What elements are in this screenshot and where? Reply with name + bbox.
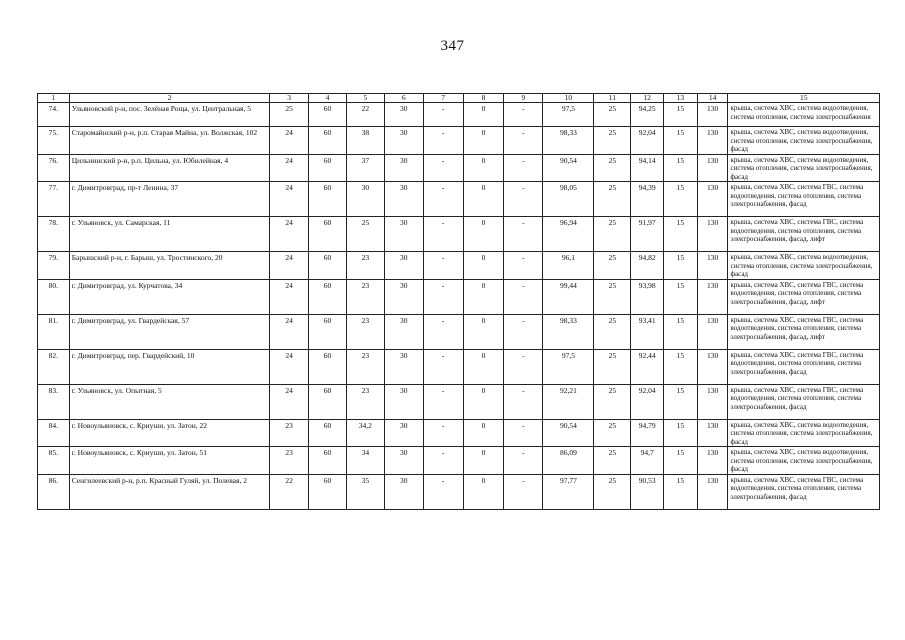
value-cell: 90,54 — [543, 154, 594, 182]
column-number: 5 — [346, 94, 384, 103]
value-cell: - — [504, 154, 543, 182]
table-row — [38, 384, 880, 419]
value-cell: - — [423, 419, 463, 447]
address-cell: Ульяновский р-н, пос. Зелёная Роща, ул. Центральная, 5 — [69, 103, 270, 127]
value-cell: - — [504, 182, 543, 217]
works-cell: крыша, система ХВС, система ГВС, система водоотведения, система отопления, система электроснабжения, фасад, лифт — [728, 314, 880, 349]
value-cell: 22 — [346, 103, 384, 127]
value-cell: 30 — [384, 217, 423, 252]
value-cell: 23 — [346, 384, 384, 419]
value-cell: 92,21 — [543, 384, 594, 419]
value-cell: 0 — [463, 474, 504, 509]
value-cell: 30 — [384, 447, 423, 475]
row-number: 85. — [38, 447, 70, 475]
value-cell: 24 — [270, 349, 309, 384]
value-cell: 60 — [309, 384, 347, 419]
value-cell: 34 — [346, 447, 384, 475]
value-cell: 90,53 — [631, 474, 664, 509]
value-cell: 34,2 — [346, 419, 384, 447]
value-cell: 30 — [384, 182, 423, 217]
table-row — [38, 349, 880, 384]
table-row — [38, 279, 880, 314]
value-cell: 30 — [384, 252, 423, 280]
works-cell: крыша, система ХВС, система ГВС, система водоотведения, система отопления, система электроснабжения, фасад — [728, 349, 880, 384]
value-cell: 25 — [594, 252, 631, 280]
address-cell: г. Ульяновск, ул. Опытная, 5 — [69, 384, 270, 419]
table-row — [38, 154, 880, 182]
value-cell: 98,05 — [543, 182, 594, 217]
value-cell: 130 — [697, 474, 728, 509]
value-cell: 97,77 — [543, 474, 594, 509]
value-cell: 93,41 — [631, 314, 664, 349]
value-cell: 0 — [463, 217, 504, 252]
value-cell: 15 — [664, 349, 698, 384]
value-cell: 15 — [664, 252, 698, 280]
value-cell: 130 — [697, 279, 728, 314]
value-cell: 15 — [664, 419, 698, 447]
value-cell: 97,5 — [543, 103, 594, 127]
address-cell: Старомайнский р-н, р.п. Старая Майна, ул. Волжская, 102 — [69, 127, 270, 155]
value-cell: 94,82 — [631, 252, 664, 280]
value-cell: - — [504, 447, 543, 475]
value-cell: 30 — [384, 154, 423, 182]
value-cell: 30 — [384, 419, 423, 447]
value-cell: 15 — [664, 217, 698, 252]
row-number: 76. — [38, 154, 70, 182]
value-cell: 15 — [664, 279, 698, 314]
buildings-table — [37, 93, 880, 510]
value-cell: 130 — [697, 314, 728, 349]
address-cell: г. Ульяновск, ул. Самарская, 11 — [69, 217, 270, 252]
table-row — [38, 127, 880, 155]
value-cell: 25 — [594, 349, 631, 384]
value-cell: 24 — [270, 384, 309, 419]
column-number: 7 — [423, 94, 463, 103]
row-number: 86. — [38, 474, 70, 509]
value-cell: 130 — [697, 349, 728, 384]
value-cell: 0 — [463, 314, 504, 349]
value-cell: - — [423, 103, 463, 127]
value-cell: 24 — [270, 252, 309, 280]
column-number: 2 — [69, 94, 270, 103]
value-cell: - — [423, 154, 463, 182]
address-cell: Цильнинский р-н, р.п. Цильна, ул. Юбилейная, 4 — [69, 154, 270, 182]
value-cell: 24 — [270, 127, 309, 155]
works-cell: крыша, система ХВС, система ГВС, система водоотведения, система отопления, система электроснабжения, фасад — [728, 384, 880, 419]
value-cell: - — [423, 474, 463, 509]
value-cell: - — [504, 217, 543, 252]
value-cell: 60 — [309, 447, 347, 475]
value-cell: 15 — [664, 182, 698, 217]
value-cell: 130 — [697, 154, 728, 182]
address-cell: г. Новоульяновск, с. Криуши, ул. Затон, 22 — [69, 419, 270, 447]
value-cell: 15 — [664, 103, 698, 127]
value-cell: 30 — [384, 384, 423, 419]
value-cell: 92,44 — [631, 349, 664, 384]
row-number: 81. — [38, 314, 70, 349]
value-cell: 94,25 — [631, 103, 664, 127]
value-cell: - — [423, 314, 463, 349]
value-cell: 60 — [309, 349, 347, 384]
table-row — [38, 103, 880, 127]
value-cell: 23 — [346, 314, 384, 349]
value-cell: 130 — [697, 182, 728, 217]
value-cell: 25 — [594, 127, 631, 155]
table-row — [38, 252, 880, 280]
value-cell: 90,54 — [543, 419, 594, 447]
table-row — [38, 217, 880, 252]
works-cell: крыша, система ХВС, система водоотведения, система отопления, система электроснабжения, фасад — [728, 154, 880, 182]
value-cell: 130 — [697, 384, 728, 419]
value-cell: 92,04 — [631, 384, 664, 419]
value-cell: - — [423, 279, 463, 314]
value-cell: 0 — [463, 154, 504, 182]
column-number: 6 — [384, 94, 423, 103]
value-cell: 86,09 — [543, 447, 594, 475]
value-cell: - — [504, 103, 543, 127]
works-cell: крыша, система ХВС, система водоотведения, система отопления, система электроснабжения, фасад — [728, 447, 880, 475]
value-cell: 60 — [309, 154, 347, 182]
value-cell: 15 — [664, 314, 698, 349]
value-cell: 130 — [697, 103, 728, 127]
value-cell: 97,5 — [543, 349, 594, 384]
column-number: 14 — [697, 94, 728, 103]
value-cell: 96,94 — [543, 217, 594, 252]
works-cell: крыша, система ХВС, система ГВС, система водоотведения, система отопления, система электроснабжения, фасад — [728, 474, 880, 509]
value-cell: 0 — [463, 419, 504, 447]
row-number: 77. — [38, 182, 70, 217]
works-cell: крыша, система ХВС, система водоотведения, система отопления, система электроснабжения, фасад — [728, 127, 880, 155]
column-number: 15 — [728, 94, 880, 103]
value-cell: 15 — [664, 154, 698, 182]
value-cell: 35 — [346, 474, 384, 509]
value-cell: 0 — [463, 279, 504, 314]
value-cell: 30 — [384, 349, 423, 384]
column-number: 3 — [270, 94, 309, 103]
value-cell: 23 — [346, 279, 384, 314]
table-row — [38, 474, 880, 509]
value-cell: 94,79 — [631, 419, 664, 447]
address-cell: г. Димитровград, пер. Гвардейский, 10 — [69, 349, 270, 384]
page-number: 347 — [440, 38, 465, 54]
value-cell: 24 — [270, 217, 309, 252]
column-number-row — [38, 94, 880, 103]
value-cell: 15 — [664, 384, 698, 419]
row-number: 83. — [38, 384, 70, 419]
value-cell: 15 — [664, 447, 698, 475]
address-cell: г. Новоульяновск, с. Криуши, ул. Затон, 51 — [69, 447, 270, 475]
value-cell: 24 — [270, 279, 309, 314]
value-cell: 130 — [697, 447, 728, 475]
value-cell: - — [423, 252, 463, 280]
value-cell: 38 — [346, 127, 384, 155]
value-cell: 60 — [309, 419, 347, 447]
value-cell: 25 — [594, 314, 631, 349]
row-number: 80. — [38, 279, 70, 314]
value-cell: 30 — [384, 103, 423, 127]
value-cell: 60 — [309, 314, 347, 349]
value-cell: 130 — [697, 217, 728, 252]
value-cell: 60 — [309, 127, 347, 155]
value-cell: 24 — [270, 182, 309, 217]
value-cell: 30 — [346, 182, 384, 217]
value-cell: - — [504, 279, 543, 314]
value-cell: 94,39 — [631, 182, 664, 217]
value-cell: 94,7 — [631, 447, 664, 475]
value-cell: 60 — [309, 217, 347, 252]
value-cell: - — [504, 349, 543, 384]
value-cell: 24 — [270, 314, 309, 349]
value-cell: 23 — [346, 252, 384, 280]
value-cell: 30 — [384, 314, 423, 349]
value-cell: 60 — [309, 103, 347, 127]
value-cell: - — [423, 127, 463, 155]
row-number: 82. — [38, 349, 70, 384]
value-cell: 30 — [384, 279, 423, 314]
address-cell: Сенгилеевский р-н, р.п. Красный Гуляй, ул. Полевая, 2 — [69, 474, 270, 509]
value-cell: 0 — [463, 127, 504, 155]
value-cell: - — [423, 447, 463, 475]
row-number: 79. — [38, 252, 70, 280]
works-cell: крыша, система ХВС, система водоотведения, система отопления, система электроснабжения, фасад — [728, 252, 880, 280]
row-number: 84. — [38, 419, 70, 447]
value-cell: 0 — [463, 182, 504, 217]
works-cell: крыша, система ХВС, система ГВС, система водоотведения, система отопления, система электроснабжения, фасад, лифт — [728, 279, 880, 314]
value-cell: 92,04 — [631, 127, 664, 155]
table-row — [38, 447, 880, 475]
value-cell: 99,44 — [543, 279, 594, 314]
value-cell: - — [423, 384, 463, 419]
works-cell: крыша, система ХВС, система водоотведения, система отопления, система электроснабжения, фасад — [728, 419, 880, 447]
table-row — [38, 182, 880, 217]
column-number: 9 — [504, 94, 543, 103]
works-cell: крыша, система ХВС, система ГВС, система водоотведения, система отопления, система электроснабжения, фасад — [728, 182, 880, 217]
column-number: 8 — [463, 94, 504, 103]
value-cell: 93,98 — [631, 279, 664, 314]
value-cell: - — [423, 349, 463, 384]
value-cell: 15 — [664, 127, 698, 155]
value-cell: 25 — [594, 474, 631, 509]
value-cell: 23 — [270, 447, 309, 475]
value-cell: 15 — [664, 474, 698, 509]
column-number: 13 — [664, 94, 698, 103]
value-cell: - — [423, 217, 463, 252]
row-number: 74. — [38, 103, 70, 127]
value-cell: - — [423, 182, 463, 217]
value-cell: 22 — [270, 474, 309, 509]
value-cell: 130 — [697, 127, 728, 155]
value-cell: 25 — [594, 182, 631, 217]
value-cell: 25 — [346, 217, 384, 252]
column-number: 1 — [38, 94, 70, 103]
column-number: 11 — [594, 94, 631, 103]
value-cell: 37 — [346, 154, 384, 182]
column-number: 10 — [543, 94, 594, 103]
value-cell: - — [504, 314, 543, 349]
value-cell: 0 — [463, 447, 504, 475]
table-row — [38, 314, 880, 349]
works-cell: крыша, система ХВС, система ГВС, система водоотведения, система отопления, система электроснабжения, фасад, лифт — [728, 217, 880, 252]
value-cell: - — [504, 384, 543, 419]
value-cell: 0 — [463, 103, 504, 127]
value-cell: - — [504, 474, 543, 509]
column-number: 4 — [309, 94, 347, 103]
value-cell: - — [504, 127, 543, 155]
value-cell: 25 — [270, 103, 309, 127]
value-cell: 60 — [309, 182, 347, 217]
value-cell: 25 — [594, 217, 631, 252]
value-cell: 98,33 — [543, 314, 594, 349]
value-cell: 25 — [594, 154, 631, 182]
value-cell: 130 — [697, 419, 728, 447]
value-cell: 25 — [594, 279, 631, 314]
value-cell: 25 — [594, 384, 631, 419]
address-cell: г. Димитровград, ул. Гвардейская, 57 — [69, 314, 270, 349]
works-cell: крыша, система ХВС, система водоотведения, система отопления, система электроснабжения — [728, 103, 880, 127]
value-cell: 60 — [309, 279, 347, 314]
value-cell: 30 — [384, 127, 423, 155]
value-cell: 96,1 — [543, 252, 594, 280]
value-cell: 91,97 — [631, 217, 664, 252]
row-number: 75. — [38, 127, 70, 155]
value-cell: 0 — [463, 349, 504, 384]
column-number: 12 — [631, 94, 664, 103]
value-cell: 98,33 — [543, 127, 594, 155]
value-cell: 60 — [309, 252, 347, 280]
row-number: 78. — [38, 217, 70, 252]
value-cell: - — [504, 419, 543, 447]
address-cell: Барышский р-н, г. Барыш, ул. Тростинского, 20 — [69, 252, 270, 280]
value-cell: 23 — [346, 349, 384, 384]
value-cell: 130 — [697, 252, 728, 280]
value-cell: 23 — [270, 419, 309, 447]
table-row — [38, 419, 880, 447]
value-cell: 24 — [270, 154, 309, 182]
address-cell: г. Димитровград, пр-т Ленина, 37 — [69, 182, 270, 217]
value-cell: 94,14 — [631, 154, 664, 182]
value-cell: 60 — [309, 474, 347, 509]
value-cell: 0 — [463, 384, 504, 419]
value-cell: 0 — [463, 252, 504, 280]
address-cell: г. Димитровград, ул. Курчатова, 34 — [69, 279, 270, 314]
value-cell: 25 — [594, 419, 631, 447]
value-cell: - — [504, 252, 543, 280]
value-cell: 30 — [384, 474, 423, 509]
value-cell: 25 — [594, 103, 631, 127]
value-cell: 25 — [594, 447, 631, 475]
